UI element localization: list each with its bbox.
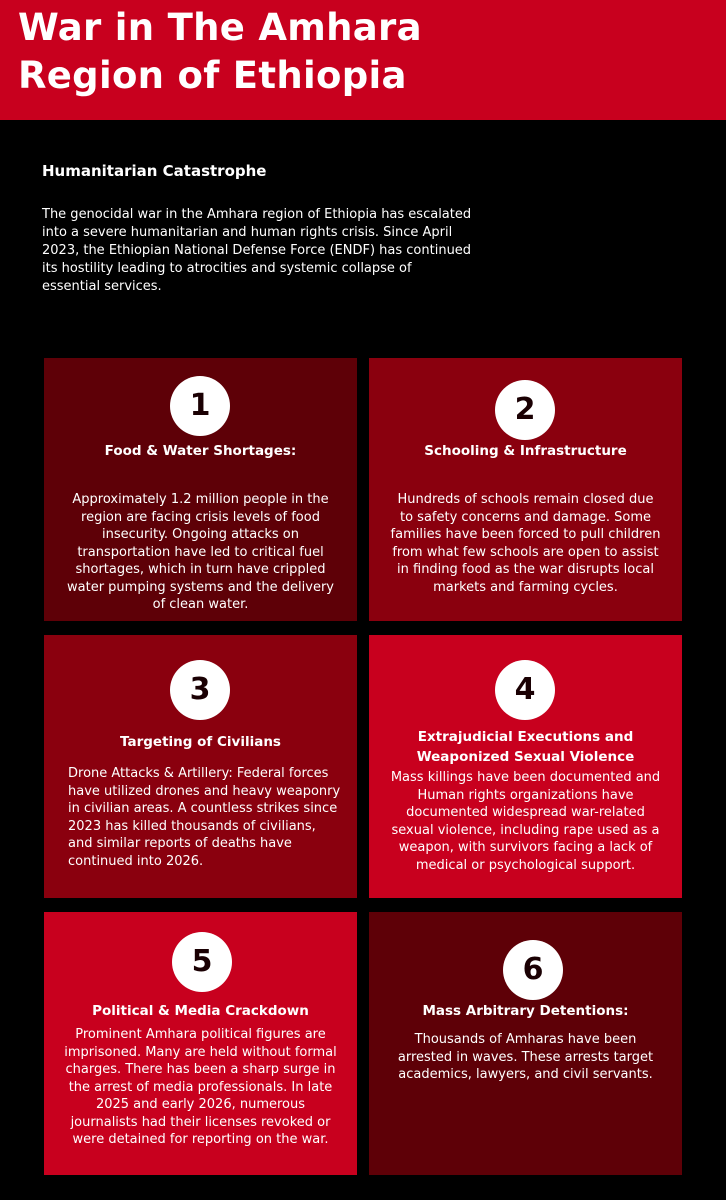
number-badge: 6 xyxy=(503,940,563,1000)
card-body: Prominent Amhara political figures are imprisoned. Many are held without formal charges. There has been a sharp surge in the arrest of media professionals. In late 2025 and early 2026, numerous journalists had their licenses revoked or were detained for reporting on the war. xyxy=(64,1027,337,1147)
card-title: Political & Media Crackdown xyxy=(92,1003,309,1019)
number-badge: 5 xyxy=(172,932,232,992)
header-banner xyxy=(0,0,726,120)
card-title: Extrajudicial Executions and Weaponized Sexual Violence xyxy=(416,729,635,765)
section-heading: Humanitarian Catastrophe xyxy=(42,162,267,180)
card-schooling xyxy=(369,358,682,621)
card-executions-violence xyxy=(369,635,682,898)
page-title xyxy=(18,4,422,100)
card-body: Thousands of Amharas have been arrested in waves. These arrests target academics, lawyers, and civil servants. xyxy=(397,1032,654,1082)
card-title: Targeting of Civilians xyxy=(120,734,281,750)
card-targeting-civilians xyxy=(44,635,357,898)
number-badge: 2 xyxy=(495,380,555,440)
intro-paragraph: The genocidal war in the Amhara region of Ethiopia has escalated into a severe humanitarian and human rights crisis. Since April 2023, the Ethiopian National Defense Force (ENDF) has continued its hostility leading to atrocities and systemic collapse of essential services. xyxy=(42,207,472,294)
number-badge: 4 xyxy=(495,660,555,720)
card-political-media xyxy=(44,912,357,1175)
page-title-line-1: War in The Amhara xyxy=(18,6,422,49)
card-body: Hundreds of schools remain closed due to safety concerns and damage. Some families have been forced to pull children from what few schools are open to assist in finding food as the war disrupts local markets and farming cycles. xyxy=(390,492,661,595)
card-title: Schooling & Infrastructure xyxy=(424,443,627,459)
card-body: Mass killings have been documented and Human rights organizations have documented widespread war-related sexual violence, including rape used as a weapon, with survivors facing a lack of medical or psychological support. xyxy=(390,770,661,873)
card-body: Approximately 1.2 million people in the region are facing crisis levels of food insecurity. Ongoing attacks on transportation have led to critical fuel shortages, which in turn have crippled water pumping systems and the delivery of clean water. xyxy=(67,492,334,612)
card-title: Food & Water Shortages: xyxy=(104,443,297,459)
page-title-line-2: Region of Ethiopia xyxy=(18,54,407,97)
card-food-water xyxy=(44,358,357,621)
card-arbitrary-detentions xyxy=(369,912,682,1175)
card-body: Drone Attacks & Artillery: Federal forces have utilized drones and heavy weaponry in civilian areas. A countless strikes since 2023 has killed thousands of civilians, and similar reports of deaths have continued into 2026. xyxy=(68,766,341,869)
number-badge: 1 xyxy=(170,376,230,436)
card-title: Mass Arbitrary Detentions: xyxy=(422,1003,629,1019)
number-badge: 3 xyxy=(170,660,230,720)
